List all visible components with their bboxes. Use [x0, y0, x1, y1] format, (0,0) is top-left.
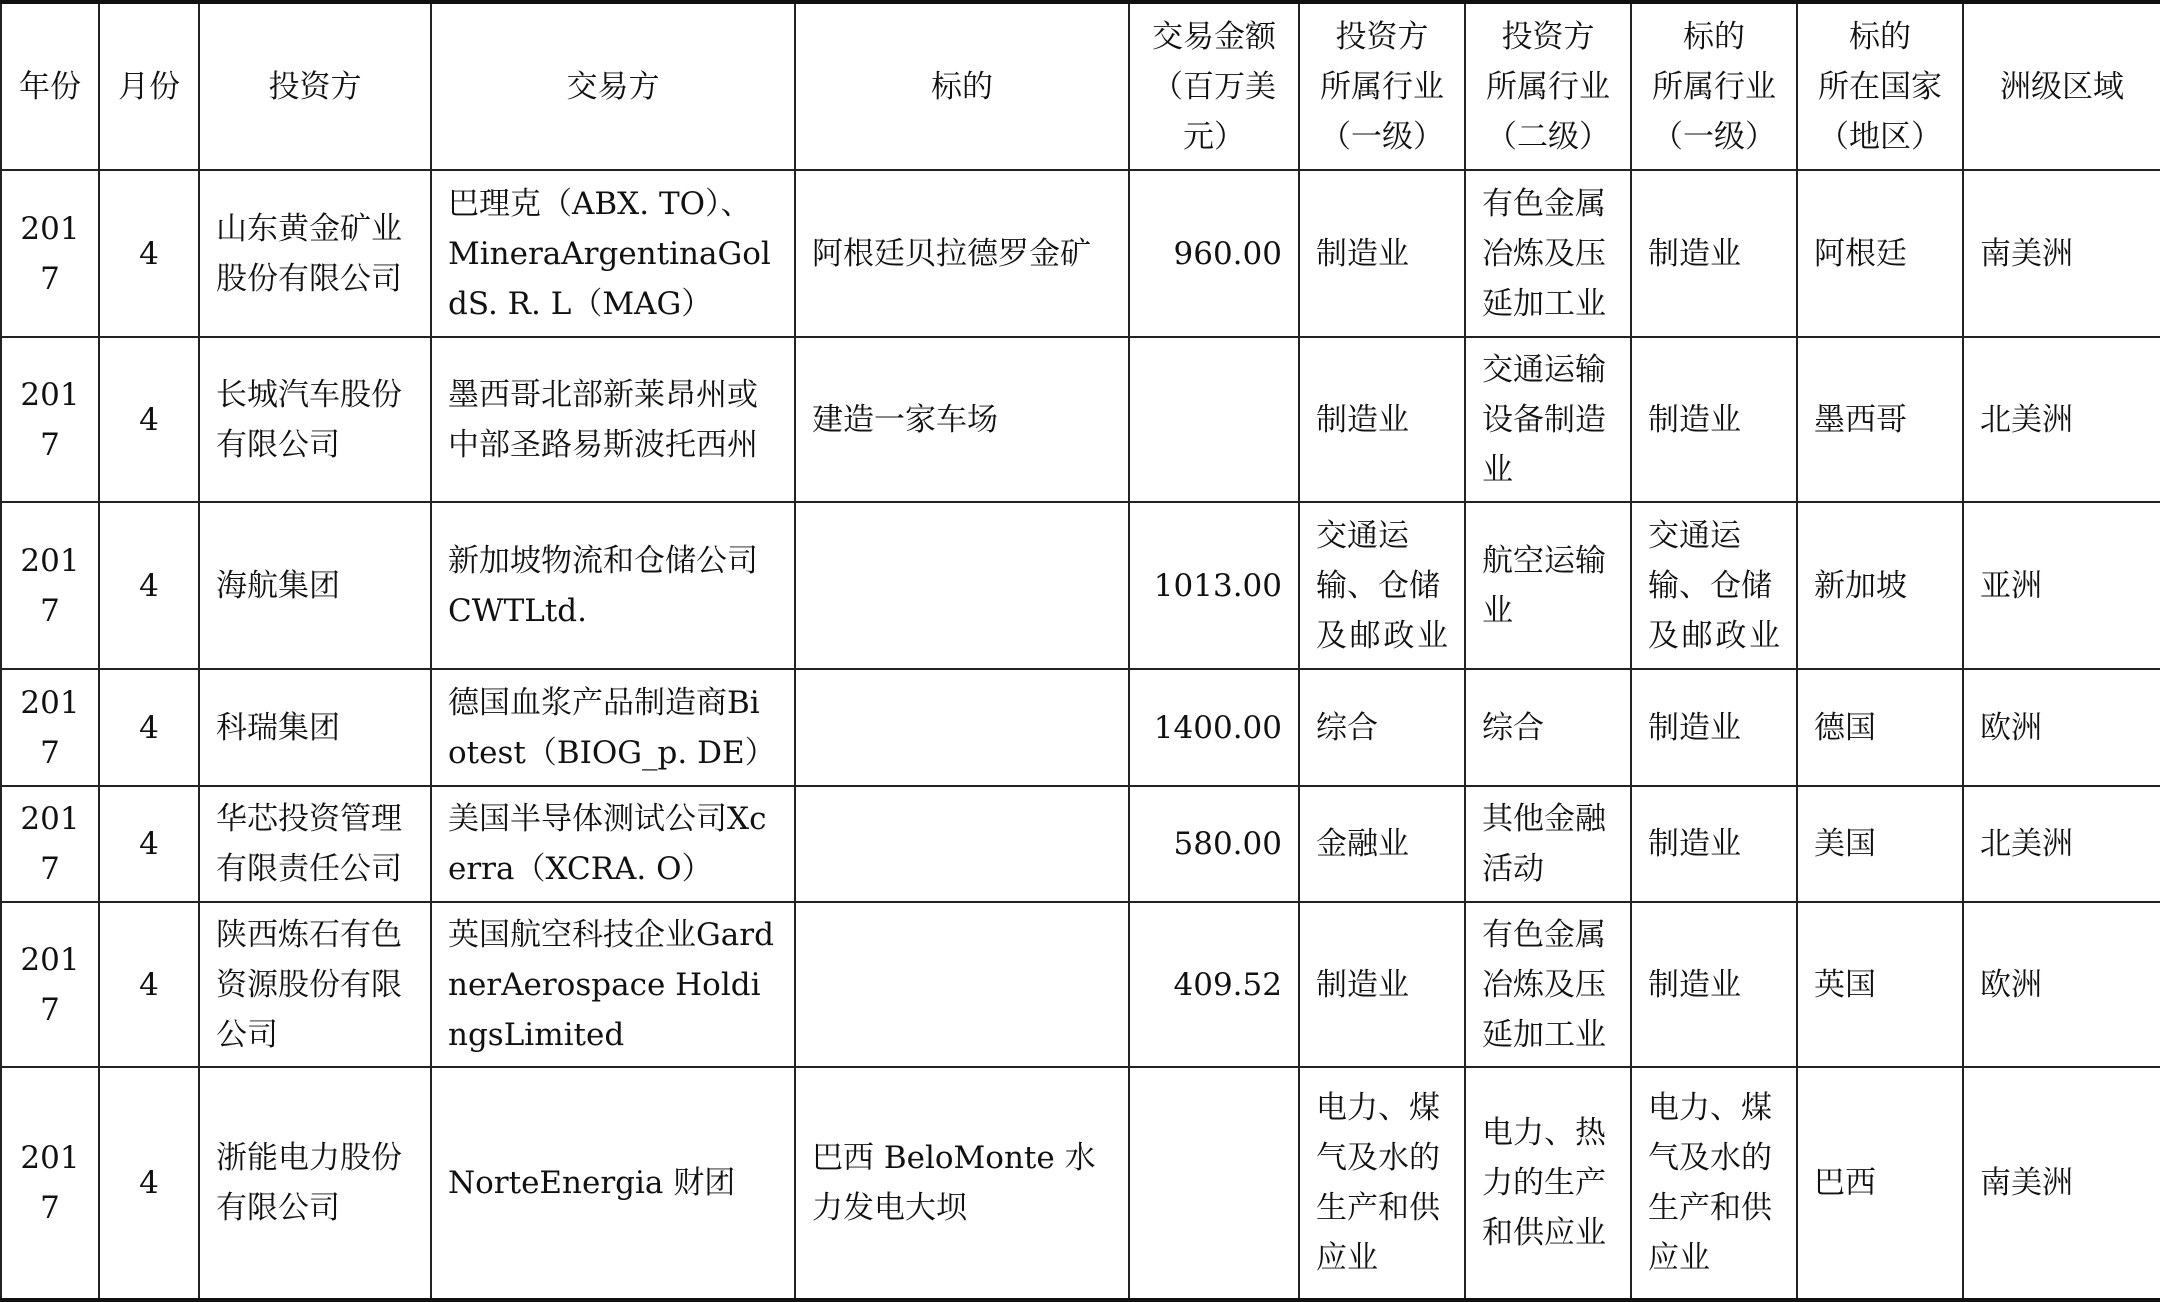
cell-target	[795, 786, 1129, 902]
cell-target-industry: 交通运输、仓储及邮政业	[1631, 502, 1797, 669]
cell-investor-industry-1: 金融业	[1299, 786, 1465, 902]
cell-month: 4	[99, 1067, 199, 1300]
cell-amount: 409.52	[1129, 902, 1299, 1067]
cell-target: 阿根廷贝拉德罗金矿	[795, 170, 1129, 337]
cell-investor: 长城汽车股份有限公司	[199, 337, 431, 502]
header-target: 标的	[795, 2, 1129, 170]
cell-year: 2017	[1, 786, 99, 902]
cell-investor-industry-1: 制造业	[1299, 170, 1465, 337]
cell-target-industry: 制造业	[1631, 902, 1797, 1067]
cell-target-country: 巴西	[1797, 1067, 1963, 1300]
cell-target	[795, 669, 1129, 786]
cell-continent: 北美洲	[1963, 337, 2160, 502]
header-continent: 洲级区域	[1963, 2, 2160, 170]
cell-year: 2017	[1, 337, 99, 502]
cell-investor: 山东黄金矿业股份有限公司	[199, 170, 431, 337]
cell-investor-industry-1: 制造业	[1299, 902, 1465, 1067]
cell-month: 4	[99, 337, 199, 502]
cell-investor-industry-1: 制造业	[1299, 337, 1465, 502]
table-row	[1, 669, 2160, 786]
cell-target-country: 美国	[1797, 786, 1963, 902]
cell-continent: 欧洲	[1963, 902, 2160, 1067]
table-row	[1, 902, 2160, 1067]
cell-investor: 海航集团	[199, 502, 431, 669]
cell-investor-industry-2: 电力、热力的生产和供应业	[1465, 1067, 1631, 1300]
cell-target: 巴西 BeloMonte 水力发电大坝	[795, 1067, 1129, 1300]
header-amount: 交易金额 （百万美元）	[1129, 2, 1299, 170]
cell-investor-industry-2: 交通运输设备制造业	[1465, 337, 1631, 502]
cell-counterparty: 新加坡物流和仓储公司CWTLtd.	[431, 502, 795, 669]
cell-continent: 欧洲	[1963, 669, 2160, 786]
header-target-country: 标的 所在国家 （地区）	[1797, 2, 1963, 170]
cell-investor: 浙能电力股份有限公司	[199, 1067, 431, 1300]
cell-amount	[1129, 337, 1299, 502]
cell-target-country: 德国	[1797, 669, 1963, 786]
cell-target	[795, 902, 1129, 1067]
cell-investor-industry-2: 航空运输业	[1465, 502, 1631, 669]
cell-counterparty: NorteEnergia 财团	[431, 1067, 795, 1300]
header-counterparty: 交易方	[431, 2, 795, 170]
cell-year: 2017	[1, 502, 99, 669]
table-row	[1, 502, 2160, 669]
cell-amount: 960.00	[1129, 170, 1299, 337]
cell-amount	[1129, 1067, 1299, 1300]
cell-investor-industry-1: 交通运输、仓储及邮政业	[1299, 502, 1465, 669]
cell-continent: 亚洲	[1963, 502, 2160, 669]
cell-investor-industry-2: 综合	[1465, 669, 1631, 786]
cell-counterparty: 德国血浆产品制造商Biotest（BIOG_p. DE）	[431, 669, 795, 786]
cell-target: 建造一家车场	[795, 337, 1129, 502]
cell-investor: 华芯投资管理有限责任公司	[199, 786, 431, 902]
header-investor: 投资方	[199, 2, 431, 170]
cell-continent: 南美洲	[1963, 170, 2160, 337]
cell-target	[795, 502, 1129, 669]
table-row	[1, 170, 2160, 337]
cell-amount: 1400.00	[1129, 669, 1299, 786]
cell-target-country: 英国	[1797, 902, 1963, 1067]
cell-month: 4	[99, 669, 199, 786]
header-target-industry-1: 标的 所属行业 （一级）	[1631, 2, 1797, 170]
cell-continent: 北美洲	[1963, 786, 2160, 902]
cell-counterparty: 巴理克（ABX. TO）、MineraArgentinaGoldS. R. L（MAG）	[431, 170, 795, 337]
cell-year: 2017	[1, 1067, 99, 1300]
header-investor-industry-2: 投资方 所属行业 （二级）	[1465, 2, 1631, 170]
header-year: 年份	[1, 2, 99, 170]
cell-month: 4	[99, 502, 199, 669]
cell-counterparty: 墨西哥北部新莱昂州或中部圣路易斯波托西州	[431, 337, 795, 502]
table-row	[1, 337, 2160, 502]
cell-month: 4	[99, 902, 199, 1067]
cell-year: 2017	[1, 170, 99, 337]
cell-investor-industry-2: 其他金融活动	[1465, 786, 1631, 902]
cell-target-industry: 制造业	[1631, 786, 1797, 902]
cell-investor: 科瑞集团	[199, 669, 431, 786]
cell-investor-industry-2: 有色金属冶炼及压延加工业	[1465, 902, 1631, 1067]
cell-investor-industry-1: 综合	[1299, 669, 1465, 786]
cell-investor-industry-1: 电力、煤气及水的生产和供应业	[1299, 1067, 1465, 1300]
cell-continent: 南美洲	[1963, 1067, 2160, 1300]
cell-counterparty: 美国半导体测试公司Xcerra（XCRA. O）	[431, 786, 795, 902]
cell-counterparty: 英国航空科技企业GardnerAerospace HoldingsLimited	[431, 902, 795, 1067]
cell-year: 2017	[1, 669, 99, 786]
cell-target-country: 墨西哥	[1797, 337, 1963, 502]
header-month: 月份	[99, 2, 199, 170]
cell-target-industry: 电力、煤气及水的生产和供应业	[1631, 1067, 1797, 1300]
cell-investor: 陕西炼石有色资源股份有限公司	[199, 902, 431, 1067]
cell-target-industry: 制造业	[1631, 337, 1797, 502]
cell-year: 2017	[1, 902, 99, 1067]
cell-amount: 1013.00	[1129, 502, 1299, 669]
cell-investor-industry-2: 有色金属冶炼及压延加工业	[1465, 170, 1631, 337]
cell-month: 4	[99, 786, 199, 902]
header-investor-industry-1: 投资方 所属行业 （一级）	[1299, 2, 1465, 170]
cell-target-country: 阿根廷	[1797, 170, 1963, 337]
cell-target-industry: 制造业	[1631, 669, 1797, 786]
table-row	[1, 1067, 2160, 1300]
table-row	[1, 786, 2160, 902]
cell-target-industry: 制造业	[1631, 170, 1797, 337]
cell-amount: 580.00	[1129, 786, 1299, 902]
cell-month: 4	[99, 170, 199, 337]
header-row	[1, 2, 2160, 170]
cell-target-country: 新加坡	[1797, 502, 1963, 669]
